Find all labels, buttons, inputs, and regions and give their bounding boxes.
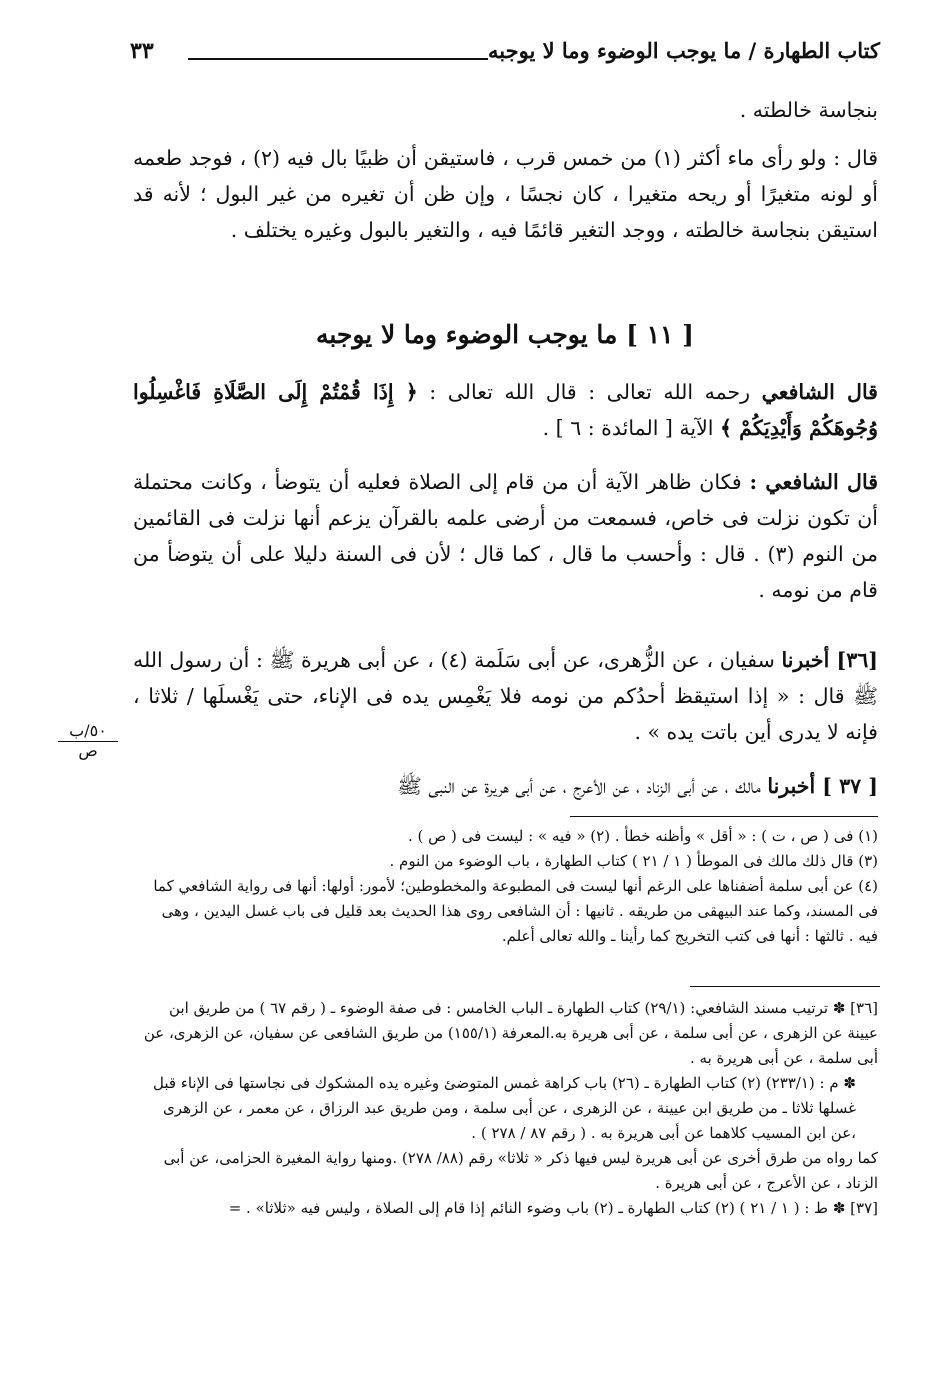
header-rule: [188, 58, 488, 60]
footnote-4: (٤) عن أبى سلمة أضفناها على الرغم أنها ليست فى المطبوعة والمخطوطين؛ لأمور: أولها: أنها فى رواية الشافعي كما فى المسند، وكما عند البيهقى من طريقه . ثانيها : أن الشافعى روى هذا الحديث بعد قليل فى باب غسل اليدين ، وهى فيه . ثالثها : أنها فى كتب التخريج كما رأينا ـ والله تعالى أعلم.: [153, 877, 878, 945]
paragraph-5-text: مالك ، عن أبى الزناد ، عن الأعرج ، عن أبى هريرة عن النبى ﷺ: [397, 774, 768, 798]
page-number: ٣٣: [130, 38, 154, 64]
paragraph-2-end: الآية [ المائدة : ٦ ] .: [542, 416, 721, 440]
section-heading: [ ١١ ] ما يوجب الوضوء وما لا يوجبه: [315, 320, 695, 349]
paragraph-3-lead: قال الشافعي :: [749, 470, 878, 494]
running-header: [130, 38, 880, 78]
paragraph-5-lead: [ ٣٧ ] أخبرنا: [767, 774, 878, 798]
paragraph-2-lead: قال الشافعي: [761, 380, 878, 404]
footnotes: [138, 824, 878, 949]
paragraph-4-lead: [٣٦] أخبرنا: [781, 648, 878, 672]
footnote-rule: [570, 816, 878, 817]
paragraph-1-text: قال : ولو رأى ماء أكثر (١) من خمس قرب ، فاستيقن أن ظبيًا بال فيه (٢) ، فوجد طعمه أو لونه متغيرًا أو ريحه متغيرا ، كان نجسًا ، وإن ظن أن تغيره من غير البول ؛ لأنه قد استيقن بنجاسة خالطته ، ووجد التغير قائمًا فيه ، والتغير بالبول وغيره يختلف .: [133, 146, 878, 242]
takhrij-36: [٣٦] ✽ ترتيب مسند الشافعي: (٢٩/١) كتاب الطهارة ـ الباب الخامس : فى صفة الوضوء ـ ( رقم ٦٧ ) من طريق ابن عيينة عن الزهرى ، عن أبى سلمة ، عن أبى هريرة به.المعرفة (١٥٥/١) من طريق الشافعى عن سفيان، عن الزهرى، عن أبى سلمة ، عن أبى هريرة به .: [143, 999, 878, 1067]
continuation-line: [133, 92, 878, 128]
takhrij-36-muslim: ✽ م : (٢٣٣/١) (٢) كتاب الطهارة ـ (٢٦) باب كراهة غمس المتوضئ وغيره يده المشكوك فى نجاستها فى الإناء قبل غسلها ثلاثا ـ من طريق ابن عيينة ، عن الزهرى ، عن أبى سلمة ، ومن طريق عبد الرزاق ، عن معمر ، عن الزهرى ،عن ابن المسيب كلاهما عن أبى هريرة به . ( رقم ٨٧ / ٢٧٨ ) .: [152, 1074, 856, 1142]
manuscript-margin-note: [58, 722, 118, 760]
paragraph-2-text: رحمه الله تعالى : قال الله تعالى :: [417, 380, 762, 404]
paragraph-4-text: سفيان ، عن الزُّهرى، عن أبى سَلَمة (٤) ، عن أبى هريرة ﷺ : أن رسول الله ﷺ قال : « إذا استيقظ أحدُكم من نومه فلا يَغْمِس يده فى الإناء، حتى يَغْسلَها / ثلاثا ، فإنه لا يدرى أين باتت يده » .: [133, 648, 878, 744]
paragraph-5: [133, 768, 878, 804]
continuation-text: بنجاسة خالطته .: [739, 98, 878, 122]
paragraph-1: [133, 140, 878, 248]
paragraph-3: [133, 464, 878, 608]
margin-folio: ٥٠/ب: [58, 722, 118, 742]
quran-verse: ﴿ إِذَا قُمْتُمْ إِلَى الصَّلَاةِ فَاغْسِلُوا وُجُوهَكُمْ وَأَيْدِيَكُمْ ﴾: [133, 380, 878, 440]
takhrij-37: [٣٧] ✽ ط : ( ١ / ٢١ ) (٢) كتاب الطهارة ـ (٢) باب وضوء النائم إذا قام إلى الصلاة ، وليس فيه «ثلاثا» . =: [228, 1199, 878, 1217]
footnote-3: (٣) قال ذلك مالك فى الموطأ ( ١ / ٢١ ) كتاب الطهارة ، باب الوضوء من النوم .: [389, 852, 878, 870]
running-title: كتاب الطهارة / ما يوجب الوضوء وما لا يوجبه: [488, 38, 880, 63]
takhrij-rule: [690, 986, 880, 987]
takhrij-36-other: كما رواه من طرق أخرى عن أبى هريرة ليس فيها ذكر « ثلاثا» رقم (٨٨/ ٢٧٨) .ومنها رواية المغيرة الحزامى، عن أبى الزناد ، عن الأعرج ، عن أبى هريرة .: [163, 1149, 878, 1192]
footnote-1-2: (١) فى ( ص ، ت ) : « أقل » وأظنه خطأ . (٢) « فيه » : ليست فى ( ص ) .: [407, 827, 878, 845]
paragraph-4: [133, 642, 878, 750]
paragraph-2: [133, 374, 878, 446]
paragraph-3-text: فكان ظاهر الآية أن من قام إلى الصلاة فعليه أن يتوضأ ، وكانت محتملة أن تكون نزلت فى خاص، فسمعت من أرضى علمه بالقرآن يزعم أنها نزلت فى القائمين من النوم (٣) . قال : وأحسب ما قال ، كما قال ؛ لأن فى السنة دليلا على أن يتوضأ من قام من نومه .: [133, 470, 878, 602]
margin-siglum: ص: [78, 741, 98, 760]
takhrij-notes: [138, 996, 878, 1221]
